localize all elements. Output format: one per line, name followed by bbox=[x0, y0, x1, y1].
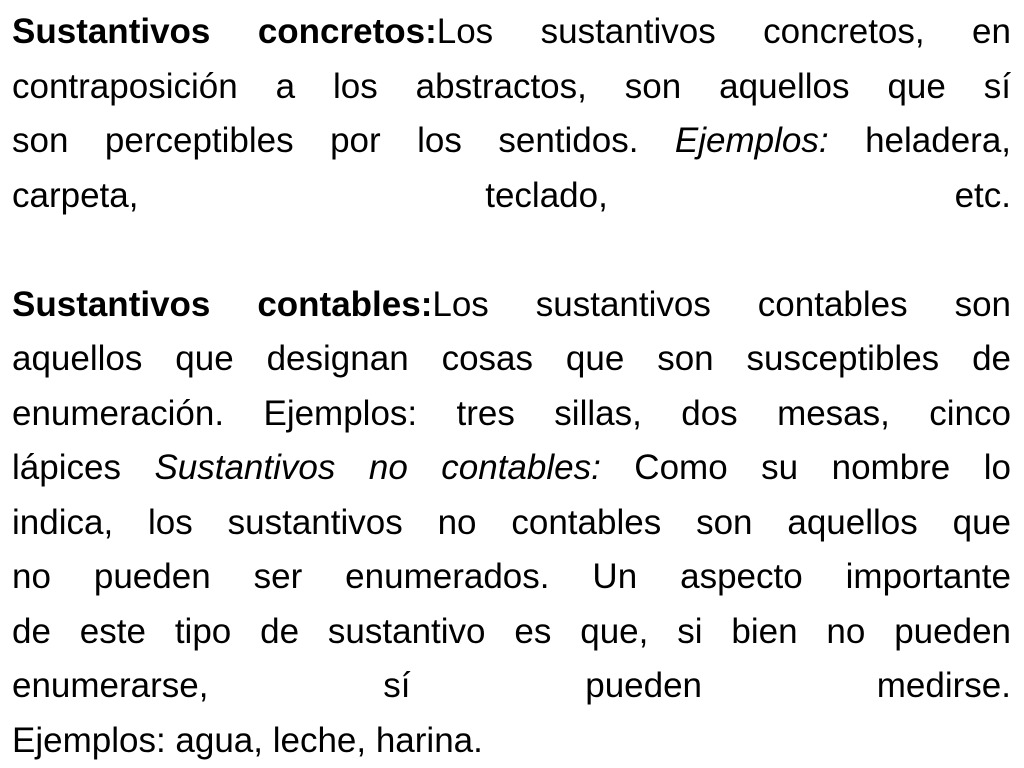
text-line: Sustantivos contables:Los sustantivos contables son bbox=[12, 284, 1012, 324]
slide-body bbox=[12, 5, 1011, 768]
text-line: carpeta, teclado, etc. bbox=[12, 175, 1011, 215]
text-line: enumeración. Ejemplos: tres sillas, dos mesas, cinco bbox=[12, 393, 1011, 433]
examples-label: Ejemplos: bbox=[674, 121, 829, 160]
text-line: Ejemplos: agua, leche, harina. bbox=[12, 720, 483, 760]
paragraph-concretos bbox=[12, 5, 1011, 223]
term-heading: Sustantivos contables: bbox=[12, 284, 433, 324]
text-line: indica, los sustantivos no contables son aquellos que bbox=[12, 502, 1011, 542]
text-line: contraposición a los abstractos, son aquellos que sí bbox=[12, 66, 1011, 106]
term-heading: Sustantivos concretos: bbox=[12, 12, 437, 51]
text-line: Sustantivos concretos:Los sustantivos concretos, en bbox=[12, 12, 1011, 51]
text-line: de este tipo de sustantivo es que, si bien no pueden bbox=[12, 611, 1011, 651]
paragraph-contables bbox=[12, 278, 1011, 768]
text-line: lápices Sustantivos no contables: Como su nombre lo bbox=[12, 448, 1012, 487]
text-line: aquellos que designan cosas que son susceptibles de bbox=[12, 339, 1011, 378]
paragraph-spacer bbox=[12, 223, 1011, 278]
text-line: no pueden ser enumerados. Un aspecto importante bbox=[12, 557, 1011, 596]
term-heading-italic: Sustantivos no contables: bbox=[154, 448, 601, 487]
text-line: son perceptibles por los sentidos. Ejemplos: heladera, bbox=[12, 121, 1012, 160]
text-line: enumerarse, sí pueden medirse. bbox=[12, 666, 1011, 705]
